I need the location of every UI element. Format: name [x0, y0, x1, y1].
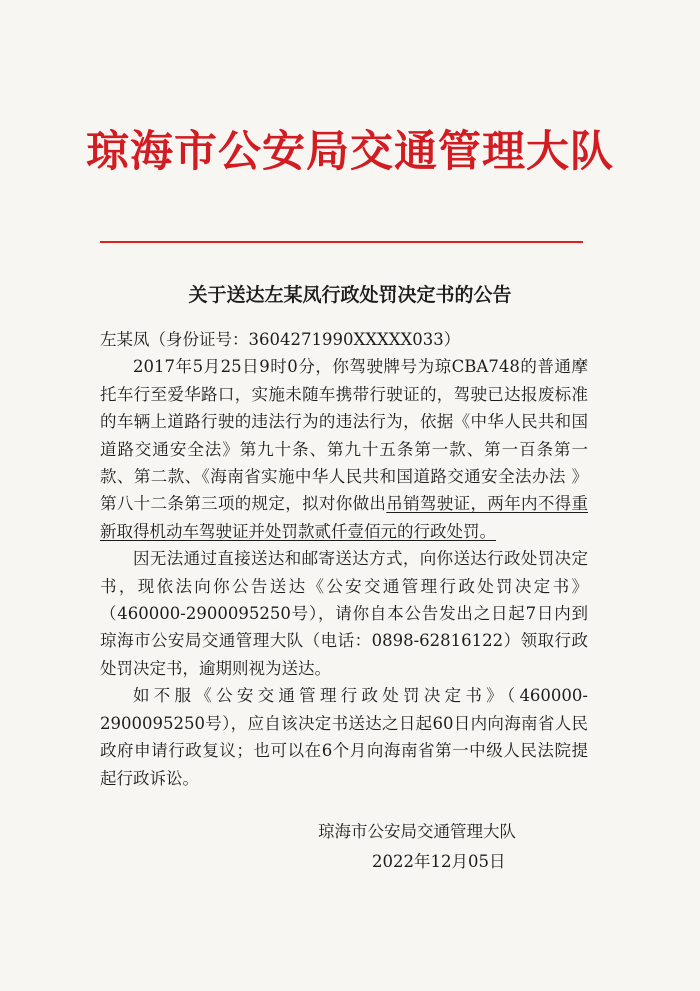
document-title: 关于送达左某凤行政处罚决定书的公告	[188, 284, 512, 306]
addressee-line: 左某凤（身份证号：3604271990XXXXX033）	[100, 330, 461, 349]
agency-header: 琼海市公安局交通管理大队	[86, 127, 614, 177]
paragraph-service: 因无法通过直接送达和邮寄送达方式，向你送达行政处罚决定书，现依法向你公告送达《公安交通管理行政处罚决定书》（460000-2900095250号），请你自本公告发出之日起7日内到琼海市公安局交通管理大队（电话：0898-62816122）领取行政处罚决定书，逾期则视为送达。	[100, 549, 588, 678]
paragraph-appeal: 如不服《公安交通管理行政处罚决定书》（460000-2900095250号），应自该决定书送达之日起60日内向海南省人民政府申请行政复议；也可以在6个月向海南省第一中级人民法院提起行政诉讼。	[100, 686, 588, 788]
red-divider-line	[100, 241, 583, 243]
signature-date: 2022年12月05日	[372, 852, 506, 871]
penalty-underlined-text: 吊销驾驶证，两年内不得重新取得机动车驾驶证并处罚款贰仟壹佰元的行政处罚。	[100, 494, 589, 541]
violation-text: 2017年5月25日9时0分，你驾驶牌号为琼CBA748的普通摩托车行至爱华路口，实施未随车携带行驶证的，驾驶已达报废标准的车辆上道路行驶的违法行为的违法行为，依据《中华人民共和国道路交通安全法》第九十条、第九十五条第一款、第一百条第一款、第二款、《海南省实施中华人民共和国道路交通安全法办法 》第八十二条第三项的规定，拟对你做出	[100, 357, 588, 514]
paragraph-violation	[100, 353, 588, 545]
signature-org: 琼海市公安局交通管理大队	[318, 822, 516, 841]
notice-body	[100, 326, 588, 792]
